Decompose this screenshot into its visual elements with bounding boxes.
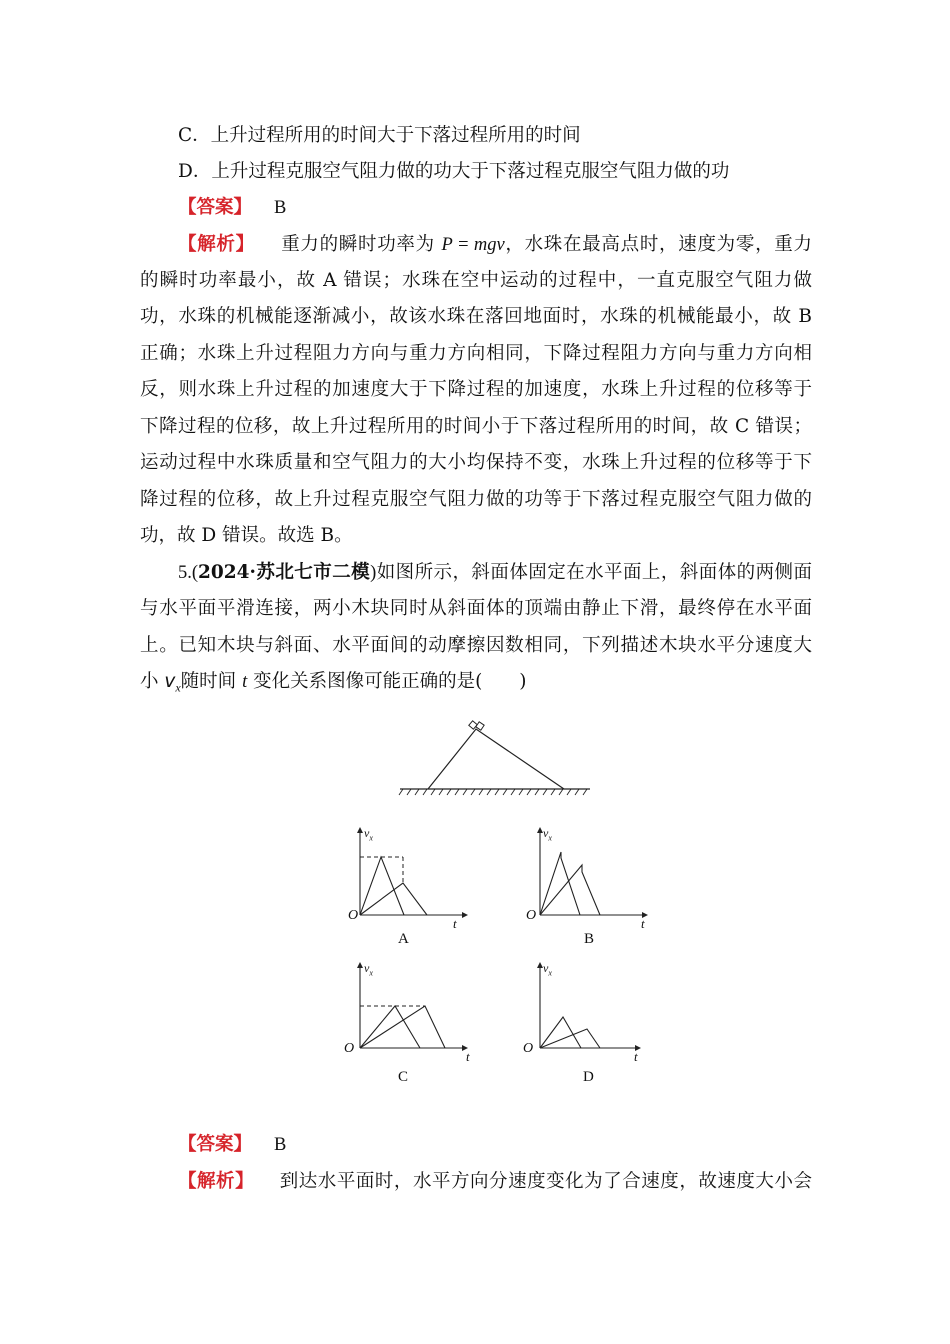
curve-2	[360, 1006, 445, 1048]
question-5-line-2: 与水平面平滑连接，两小木块同时从斜面体的顶端由静止下滑，最终停在水平面	[140, 598, 812, 619]
question-number: 5.(	[178, 563, 199, 583]
analysis-text: 重力的瞬时功率为	[281, 234, 435, 255]
answer-value: B	[274, 1135, 287, 1155]
graph-c-origin: O	[344, 1041, 355, 1056]
graph-d-ylabel: $v_x$	[543, 961, 552, 978]
analysis-text: ，水珠在最高点时，速度为零，重力	[504, 234, 812, 255]
graph-d-label: D	[583, 1069, 594, 1085]
answer-tag: 【答案】	[178, 197, 253, 218]
formula-mgv: mgv	[473, 235, 505, 255]
analysis-1-line-1	[178, 232, 812, 258]
x-axis-arrow	[462, 912, 468, 918]
curve-1	[360, 857, 404, 915]
graph-b-xlabel: t	[641, 916, 645, 931]
graph-b-ylabel: $v_x$	[543, 826, 552, 843]
symbol-v-sub: x	[175, 680, 181, 695]
analysis-tag: 【解析】	[178, 1171, 255, 1192]
analysis-1-line-7: 运动过程中水珠质量和空气阻力的大小均保持不变，水珠上升过程的位移等于下	[140, 452, 812, 473]
graph-a-ylabel: $v_x$	[364, 826, 373, 843]
option-c: C．上升过程所用的时间大于下落过程所用的时间	[178, 125, 581, 146]
y-axis-arrow	[357, 827, 363, 833]
curve-2	[540, 1029, 600, 1048]
question-5-line-1	[178, 560, 812, 586]
incline-figure	[395, 715, 595, 800]
analysis-1-line-4: 正确；水珠上升过程阻力方向与重力方向相同，下降过程阻力方向与重力方向相	[140, 343, 812, 364]
ground-hatching	[399, 789, 587, 795]
analysis-1-line-8: 降过程的位移，故上升过程克服空气阻力做的功等于下落过程克服空气阻力做的	[140, 489, 812, 510]
analysis-1-line-9: 功，故 D 错误。故选 B。	[140, 525, 353, 546]
question-text: 如图所示，斜面体固定在水平面上，斜面体的两侧面	[376, 562, 812, 583]
graph-d-origin: O	[523, 1041, 534, 1056]
graph-c-label: C	[398, 1069, 409, 1085]
incline-body	[428, 729, 564, 789]
answer-2	[178, 1132, 812, 1158]
graph-a-origin: O	[348, 908, 359, 923]
question-source-close: )	[370, 563, 377, 583]
block-right	[476, 722, 484, 730]
question-source: 2024·苏北七市二模	[198, 562, 371, 583]
curve-1	[540, 852, 580, 915]
graph-a-label: A	[398, 931, 409, 947]
graph-b	[520, 825, 655, 933]
question-text: 小	[140, 671, 165, 692]
graph-b-label: B	[584, 931, 595, 947]
question-5-line-4	[140, 669, 812, 701]
analysis-1-line-3: 功，水珠的机械能逐渐减小，故该水珠在落回地面时，水珠的机械能最小，故 B	[140, 306, 812, 327]
option-d: D．上升过程克服空气阻力做的功大于下落过程克服空气阻力做的功	[178, 161, 730, 182]
question-text: 随时间	[180, 671, 243, 692]
graph-a-xlabel: t	[453, 916, 457, 931]
analysis-1-line-6: 下降过程的位移，故上升过程所用的时间小于下落过程所用的时间，故 C 错误；	[140, 416, 812, 437]
analysis-1-line-2: 的瞬时功率最小，故 A 错误；水珠在空中运动的过程中，一直克服空气阻力做	[140, 270, 812, 291]
answer-tag: 【答案】	[178, 1134, 253, 1155]
question-5-line-3: 上。已知木块与斜面、水平面间的动摩擦因数相同，下列描述木块水平分速度大	[140, 635, 812, 656]
y-axis-arrow	[357, 962, 363, 968]
answer-1	[178, 195, 812, 221]
graph-b-origin: O	[526, 908, 537, 923]
analysis-text: 到达水平面时，水平方向分速度变化为了合速度，故速度大小会	[279, 1171, 812, 1192]
analysis-1-line-5: 反，则水珠上升过程的加速度大于下降过程的加速度，水珠上升过程的位移等于	[140, 379, 812, 400]
analysis-2-line-1	[178, 1169, 812, 1195]
curve-2	[540, 865, 600, 915]
analysis-tag: 【解析】	[178, 234, 255, 255]
graph-d-xlabel: t	[634, 1049, 638, 1064]
answer-value: B	[274, 198, 287, 218]
block-left	[469, 721, 477, 729]
formula-p: P	[441, 235, 453, 255]
symbol-v: v	[164, 671, 176, 692]
graph-c-ylabel: $v_x$	[364, 961, 373, 978]
graph-c-xlabel: t	[466, 1049, 470, 1064]
symbol-t: t	[242, 672, 248, 692]
graph-c	[340, 960, 475, 1068]
curve-1	[540, 1017, 581, 1048]
formula-eq: =	[452, 235, 474, 255]
question-text: 变化关系图像可能正确的是( )	[247, 671, 527, 692]
